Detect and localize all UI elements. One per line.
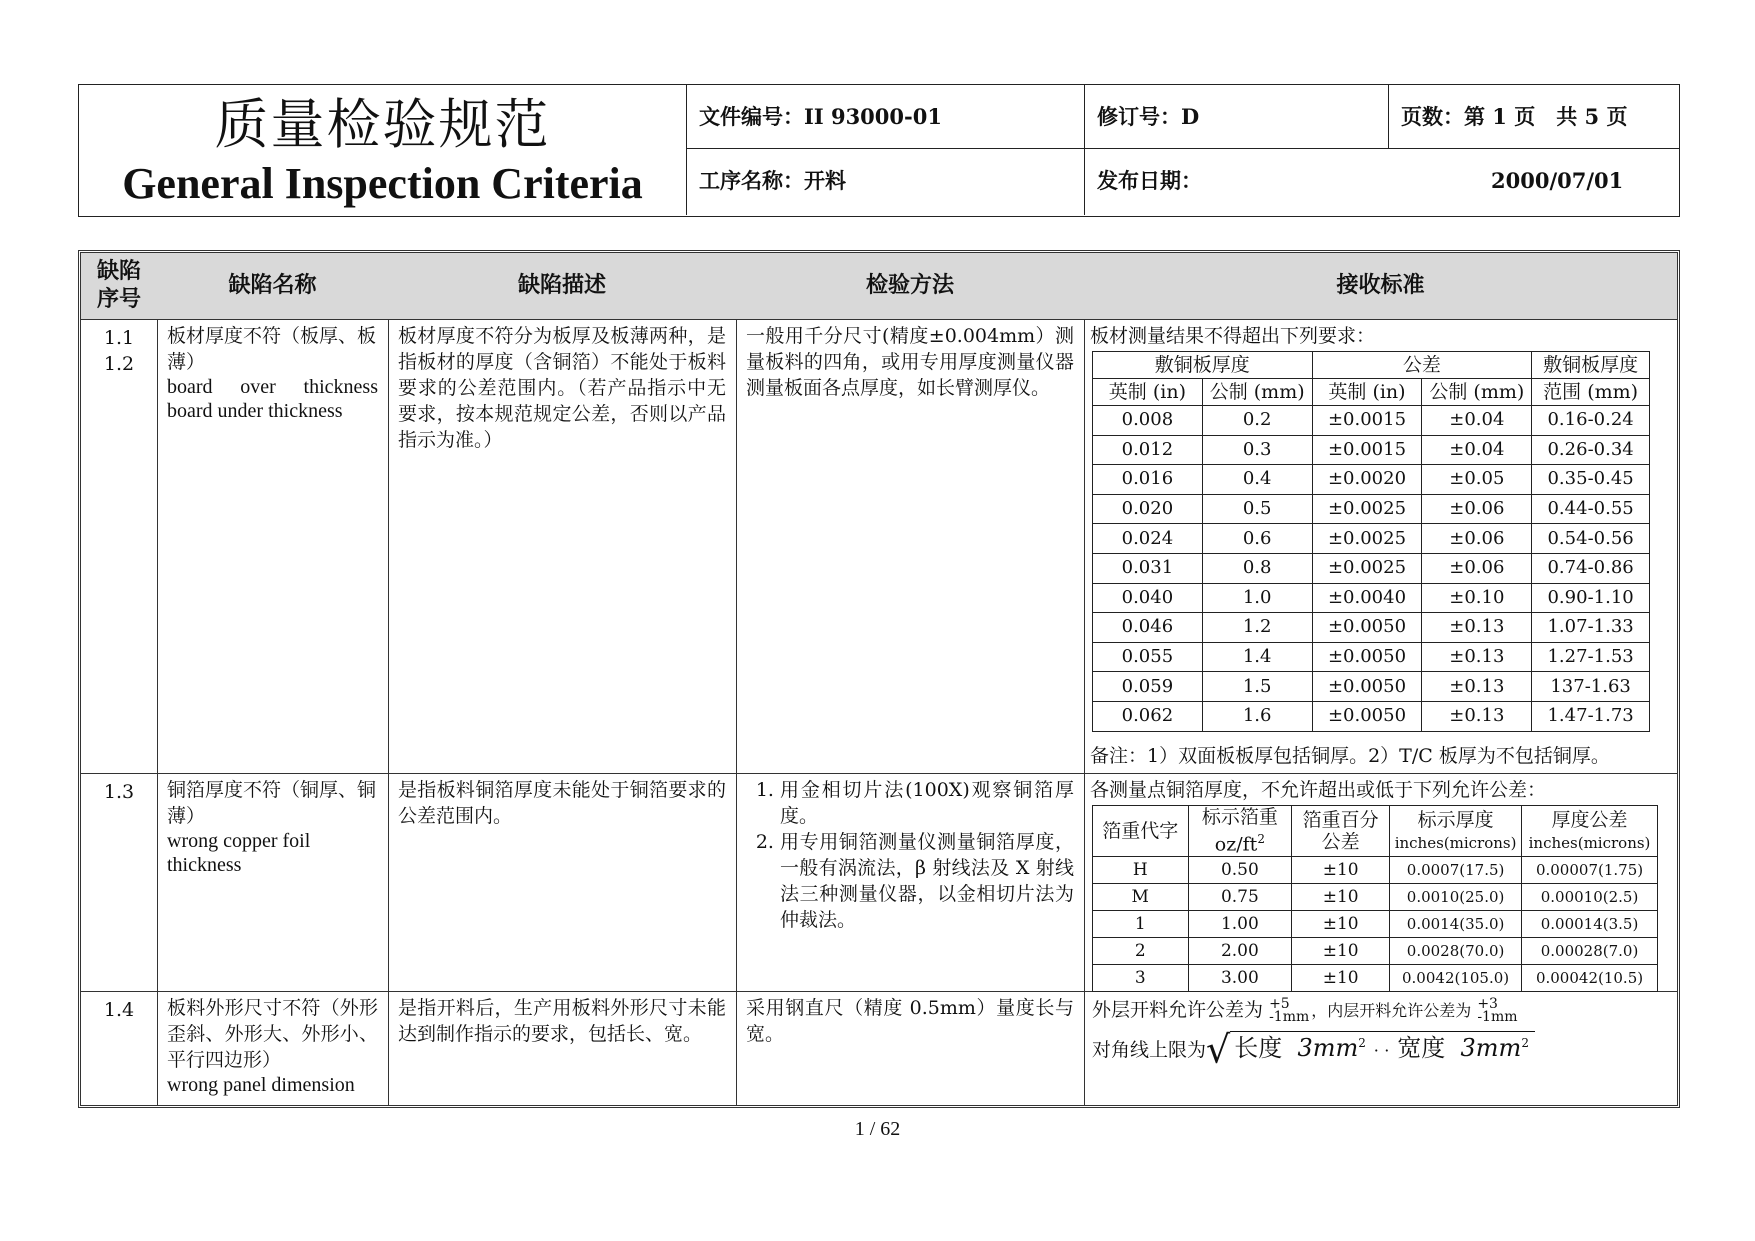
foil-header: 厚度公差: [1551, 808, 1628, 831]
thickness-sub-header: 公制 (mm): [1422, 379, 1532, 406]
foil-cell: 0.0010(25.0): [1390, 884, 1522, 911]
thickness-cell: 1.5: [1202, 672, 1312, 702]
thickness-cell: 0.040: [1093, 583, 1203, 613]
thickness-cell: ±0.0025: [1312, 524, 1422, 554]
thickness-table: [1092, 351, 1650, 732]
foil-cell: 0.0042(105.0): [1390, 965, 1522, 992]
thickness-cell: 0.059: [1093, 672, 1203, 702]
thickness-cell: ±0.06: [1422, 494, 1532, 524]
thickness-cell: 1.0: [1202, 583, 1312, 613]
page-count-cell: [1389, 85, 1679, 149]
thickness-cell: ±0.0020: [1312, 465, 1422, 495]
row3-diagonal-line: [1092, 1027, 1669, 1072]
thickness-cell: 0.055: [1093, 642, 1203, 672]
foil-row: [1093, 938, 1658, 965]
header-description: 缺陷描述: [517, 273, 606, 298]
header-method: 检验方法: [865, 273, 954, 298]
foil-cell: 0.00007(1.75): [1522, 857, 1658, 884]
row2-method: [736, 773, 1084, 937]
row3-name-zh: 板料外形尺寸不符（外形歪斜、外形大、外形小、平行四边形）: [167, 997, 378, 1071]
row1-criteria-intro: 板材测量结果不得超出下列要求：: [1090, 325, 1376, 347]
page-count-label: 页数：: [1401, 104, 1464, 129]
thickness-row: [1093, 435, 1650, 465]
row3-method-text: 采用钢直尺（精度 0.5mm）量度长与宽。: [746, 997, 1074, 1045]
thickness-cell: 0.008: [1093, 406, 1203, 436]
thickness-cell: 0.3: [1202, 435, 1312, 465]
row2-name-en: wrong copper foil thickness: [167, 830, 311, 876]
process-label: 工序名称：: [699, 168, 804, 193]
thickness-cell: ±0.13: [1422, 642, 1532, 672]
foil-header: 箔重百分公差: [1302, 809, 1379, 853]
foil-cell: ±10: [1292, 884, 1390, 911]
foil-cell: 0.00028(7.0): [1522, 938, 1658, 965]
thickness-row: [1093, 701, 1650, 731]
thickness-cell: 0.90-1.10: [1532, 583, 1650, 613]
sqrt-body: [1230, 1031, 1535, 1062]
sqrt-sign-icon: √: [1206, 1027, 1231, 1072]
thickness-cell: 0.16-0.24: [1532, 406, 1650, 436]
foil-header-unit: inches(microns): [1394, 833, 1517, 852]
row1-name: [157, 319, 388, 427]
thickness-cell: 0.062: [1093, 701, 1203, 731]
foil-table-body: [1093, 857, 1658, 992]
row3-seq: [81, 991, 157, 1027]
row3-seq-text: 1.4: [103, 999, 135, 1021]
foil-cell: ±10: [1292, 938, 1390, 965]
foil-row: [1093, 965, 1658, 992]
thickness-sub-header: 范围 (mm): [1532, 379, 1650, 406]
foil-cell: 1.00: [1188, 911, 1292, 938]
diag-term-2: 3mm: [1460, 1034, 1522, 1062]
thickness-group-header: 公差: [1312, 352, 1532, 379]
thickness-cell: ±0.05: [1422, 465, 1532, 495]
thickness-cell: 1.4: [1202, 642, 1312, 672]
diag-width: 宽度: [1397, 1034, 1446, 1062]
thickness-table-body: [1093, 406, 1650, 732]
row1-method: [736, 319, 1084, 405]
thickness-cell: ±0.13: [1422, 613, 1532, 643]
thickness-cell: 1.6: [1202, 701, 1312, 731]
header-seq: 缺陷序号: [96, 259, 141, 312]
release-date: 2000/07/01: [1491, 168, 1624, 193]
foil-cell: 0.00042(10.5): [1522, 965, 1658, 992]
thickness-cell: 1.07-1.33: [1532, 613, 1650, 643]
foil-cell: 2: [1093, 938, 1189, 965]
outer-tol-label: 外层开料允许公差为: [1092, 999, 1264, 1021]
thickness-cell: ±0.13: [1422, 672, 1532, 702]
row2-seq: [81, 773, 157, 809]
diag-dots: ⋅ ⋅: [1373, 1041, 1390, 1060]
foil-row: [1093, 884, 1658, 911]
foil-header: 标示厚度: [1417, 808, 1494, 831]
row1-name-zh: 板材厚度不符（板厚、板薄）: [167, 325, 377, 373]
diagonal-formula: [1206, 1027, 1535, 1072]
process-name: 开料: [804, 168, 846, 193]
diag-exp-1: 2: [1358, 1036, 1366, 1050]
inspection-table: [78, 250, 1680, 1108]
row2-name: [157, 773, 388, 881]
foil-header-unit: oz/ft: [1214, 833, 1258, 856]
diagonal-label: 对角线上限为: [1092, 1039, 1207, 1061]
inner-tol-minus: -1mm: [1477, 1009, 1518, 1025]
thickness-cell: 0.6: [1202, 524, 1312, 554]
row2-description-text: 是指板料铜箔厚度未能处于铜箔要求的公差范围内。: [398, 779, 726, 827]
thickness-row: [1093, 465, 1650, 495]
thickness-cell: 1.47-1.73: [1532, 701, 1650, 731]
foil-header: 箔重代字: [1102, 820, 1179, 842]
foil-cell: 0.00010(2.5): [1522, 884, 1658, 911]
thickness-sub-header: 英制 (in): [1312, 379, 1422, 406]
thickness-cell: 0.8: [1202, 553, 1312, 583]
thickness-cell: 0.35-0.45: [1532, 465, 1650, 495]
row1-criteria: [1084, 319, 1677, 773]
foil-cell: ±10: [1292, 911, 1390, 938]
foil-cell: 0.0028(70.0): [1390, 938, 1522, 965]
thickness-cell: 0.54-0.56: [1532, 524, 1650, 554]
foil-cell: 0.75: [1188, 884, 1292, 911]
foil-cell: 0.00014(3.5): [1522, 911, 1658, 938]
process-cell: [687, 149, 1085, 215]
row2-method-item: 1. 用金相切片法(100X)观察铜箔厚度。: [780, 777, 1074, 829]
thickness-cell: ±0.10: [1422, 583, 1532, 613]
row2-criteria-intro: 各测量点铜箔厚度，不允许超出或低于下列允许公差：: [1090, 779, 1547, 801]
foil-row: [1093, 857, 1658, 884]
row3-tolerance-line: [1092, 997, 1669, 1024]
foil-table: [1092, 805, 1658, 992]
thickness-cell: 0.4: [1202, 465, 1312, 495]
row2-description: [388, 773, 736, 833]
thickness-cell: 0.26-0.34: [1532, 435, 1650, 465]
thickness-cell: 0.024: [1093, 524, 1203, 554]
row3-name-en: wrong panel dimension: [167, 1074, 355, 1096]
header-criteria: 接收标准: [1336, 273, 1425, 298]
thickness-cell: ±0.0025: [1312, 553, 1422, 583]
revision-label: 修订号：: [1097, 104, 1181, 129]
thickness-cell: ±0.06: [1422, 524, 1532, 554]
row1-name-en: board over thickness board under thickness: [167, 376, 378, 422]
thickness-group-header: 敷铜板厚度: [1093, 352, 1313, 379]
thickness-cell: ±0.0015: [1312, 406, 1422, 436]
thickness-cell: 0.5: [1202, 494, 1312, 524]
row2-method-item: 2. 用专用铜箔测量仪测量铜箔厚度，一般有涡流法，β 射线法及 X 射线法三种测量仪器，以金相切片法为仲裁法。: [780, 829, 1074, 933]
row1-seq-text: 1.1 1.2: [103, 327, 135, 375]
inner-tolerance: [1477, 998, 1517, 1024]
thickness-cell: 0.020: [1093, 494, 1203, 524]
title-zh: 质量检验规范: [214, 93, 551, 156]
release-date-cell: [1085, 149, 1679, 215]
foil-cell: 0.50: [1188, 857, 1292, 884]
thickness-sub-header: 英制 (in): [1093, 379, 1203, 406]
thickness-row: [1093, 613, 1650, 643]
thickness-cell: ±0.0015: [1312, 435, 1422, 465]
row1-criteria-note: 备注：1）双面板板厚包括铜厚。2）T/C 板厚为不包括铜厚。: [1090, 745, 1610, 767]
thickness-cell: ±0.0025: [1312, 494, 1422, 524]
foil-cell: 0.0014(35.0): [1390, 911, 1522, 938]
thickness-cell: 137-1.63: [1532, 672, 1650, 702]
page-count: 第 1 页 共 5 页: [1464, 104, 1628, 129]
diag-term-1: 3mm: [1297, 1034, 1359, 1062]
row3-description-text: 是指开料后，生产用板料外形尺寸未能达到制作指示的要求，包括长、宽。: [398, 997, 726, 1045]
thickness-cell: ±0.04: [1422, 435, 1532, 465]
foil-header: 标示箔重: [1201, 806, 1278, 829]
foil-cell: 1: [1093, 911, 1189, 938]
doc-number-label: 文件编号：: [699, 104, 804, 129]
row3-name: [157, 991, 388, 1101]
thickness-cell: ±0.0050: [1312, 642, 1422, 672]
thickness-cell: 0.44-0.55: [1532, 494, 1650, 524]
thickness-row: [1093, 583, 1650, 613]
row1-seq: [81, 319, 157, 381]
doc-number-cell: [687, 85, 1085, 149]
thickness-row: [1093, 494, 1650, 524]
thickness-cell: ±0.13: [1422, 701, 1532, 731]
inner-tol-plus: +3: [1477, 996, 1498, 1012]
foil-header-exp: 2: [1257, 832, 1265, 847]
outer-tolerance: [1269, 998, 1309, 1024]
revision-cell: [1085, 85, 1389, 149]
document-header: [78, 84, 1680, 217]
thickness-cell: ±0.0040: [1312, 583, 1422, 613]
thickness-cell: 0.031: [1093, 553, 1203, 583]
row2-method-list: [746, 777, 1074, 933]
foil-cell: H: [1093, 857, 1189, 884]
thickness-row: [1093, 642, 1650, 672]
thickness-row: [1093, 553, 1650, 583]
outer-tol-plus: +5: [1269, 996, 1290, 1012]
thickness-cell: 1.2: [1202, 613, 1312, 643]
doc-number: II 93000-01: [804, 104, 942, 129]
thickness-cell: 0.2: [1202, 406, 1312, 436]
thickness-row: [1093, 406, 1650, 436]
foil-cell: ±10: [1292, 857, 1390, 884]
row1-description: [388, 319, 736, 457]
thickness-cell: 0.016: [1093, 465, 1203, 495]
row3-criteria: [1084, 991, 1677, 1070]
row3-description: [388, 991, 736, 1051]
thickness-cell: 0.046: [1093, 613, 1203, 643]
row3-method: [736, 991, 1084, 1051]
release-date-label: 发布日期：: [1097, 168, 1202, 193]
revision: D: [1181, 104, 1200, 129]
row2-name-zh: 铜箔厚度不符（铜厚、铜薄）: [167, 779, 377, 827]
foil-header-unit: inches(microns): [1528, 833, 1651, 852]
foil-cell: ±10: [1292, 965, 1390, 992]
row2-seq-text: 1.3: [103, 781, 135, 803]
thickness-group-header: 敷铜板厚度: [1532, 352, 1650, 379]
thickness-cell: ±0.0050: [1312, 701, 1422, 731]
table-header-row: [81, 253, 1677, 320]
thickness-cell: ±0.0050: [1312, 672, 1422, 702]
thickness-row: [1093, 524, 1650, 554]
thickness-cell: 0.012: [1093, 435, 1203, 465]
header-name: 缺陷名称: [228, 273, 317, 298]
row2-criteria: [1084, 773, 1677, 991]
title-block: [79, 85, 687, 215]
thickness-sub-header: 公制 (mm): [1202, 379, 1312, 406]
foil-cell: 3: [1093, 965, 1189, 992]
foil-cell: 0.0007(17.5): [1390, 857, 1522, 884]
thickness-cell: ±0.06: [1422, 553, 1532, 583]
foil-cell: M: [1093, 884, 1189, 911]
foil-cell: 2.00: [1188, 938, 1292, 965]
foil-row: [1093, 911, 1658, 938]
row1-method-text: 一般用千分尺寸(精度±0.004mm）测量板料的四角，或用专用厚度测量仪器测量板面各点厚度，如长臂测厚仪。: [746, 325, 1074, 399]
thickness-cell: 0.74-0.86: [1532, 553, 1650, 583]
thickness-cell: ±0.0050: [1312, 613, 1422, 643]
thickness-cell: ±0.04: [1422, 406, 1532, 436]
outer-tol-minus: -1mm: [1269, 1009, 1310, 1025]
foil-cell: 3.00: [1188, 965, 1292, 992]
inner-tol-label: ，内层开料允许公差为: [1311, 1001, 1472, 1020]
page-footer: 1 / 62: [854, 1118, 901, 1140]
diag-length: 长度: [1234, 1034, 1283, 1062]
thickness-cell: 1.27-1.53: [1532, 642, 1650, 672]
thickness-row: [1093, 672, 1650, 702]
title-en: General Inspection Criteria: [122, 159, 643, 208]
diag-exp-2: 2: [1521, 1036, 1529, 1050]
row1-description-text: 板材厚度不符分为板厚及板薄两种，是指板材的厚度（含铜箔）不能处于板料要求的公差范围内。（若产品指示中无要求，按本规范规定公差，否则以产品指示为准。）: [398, 325, 726, 451]
